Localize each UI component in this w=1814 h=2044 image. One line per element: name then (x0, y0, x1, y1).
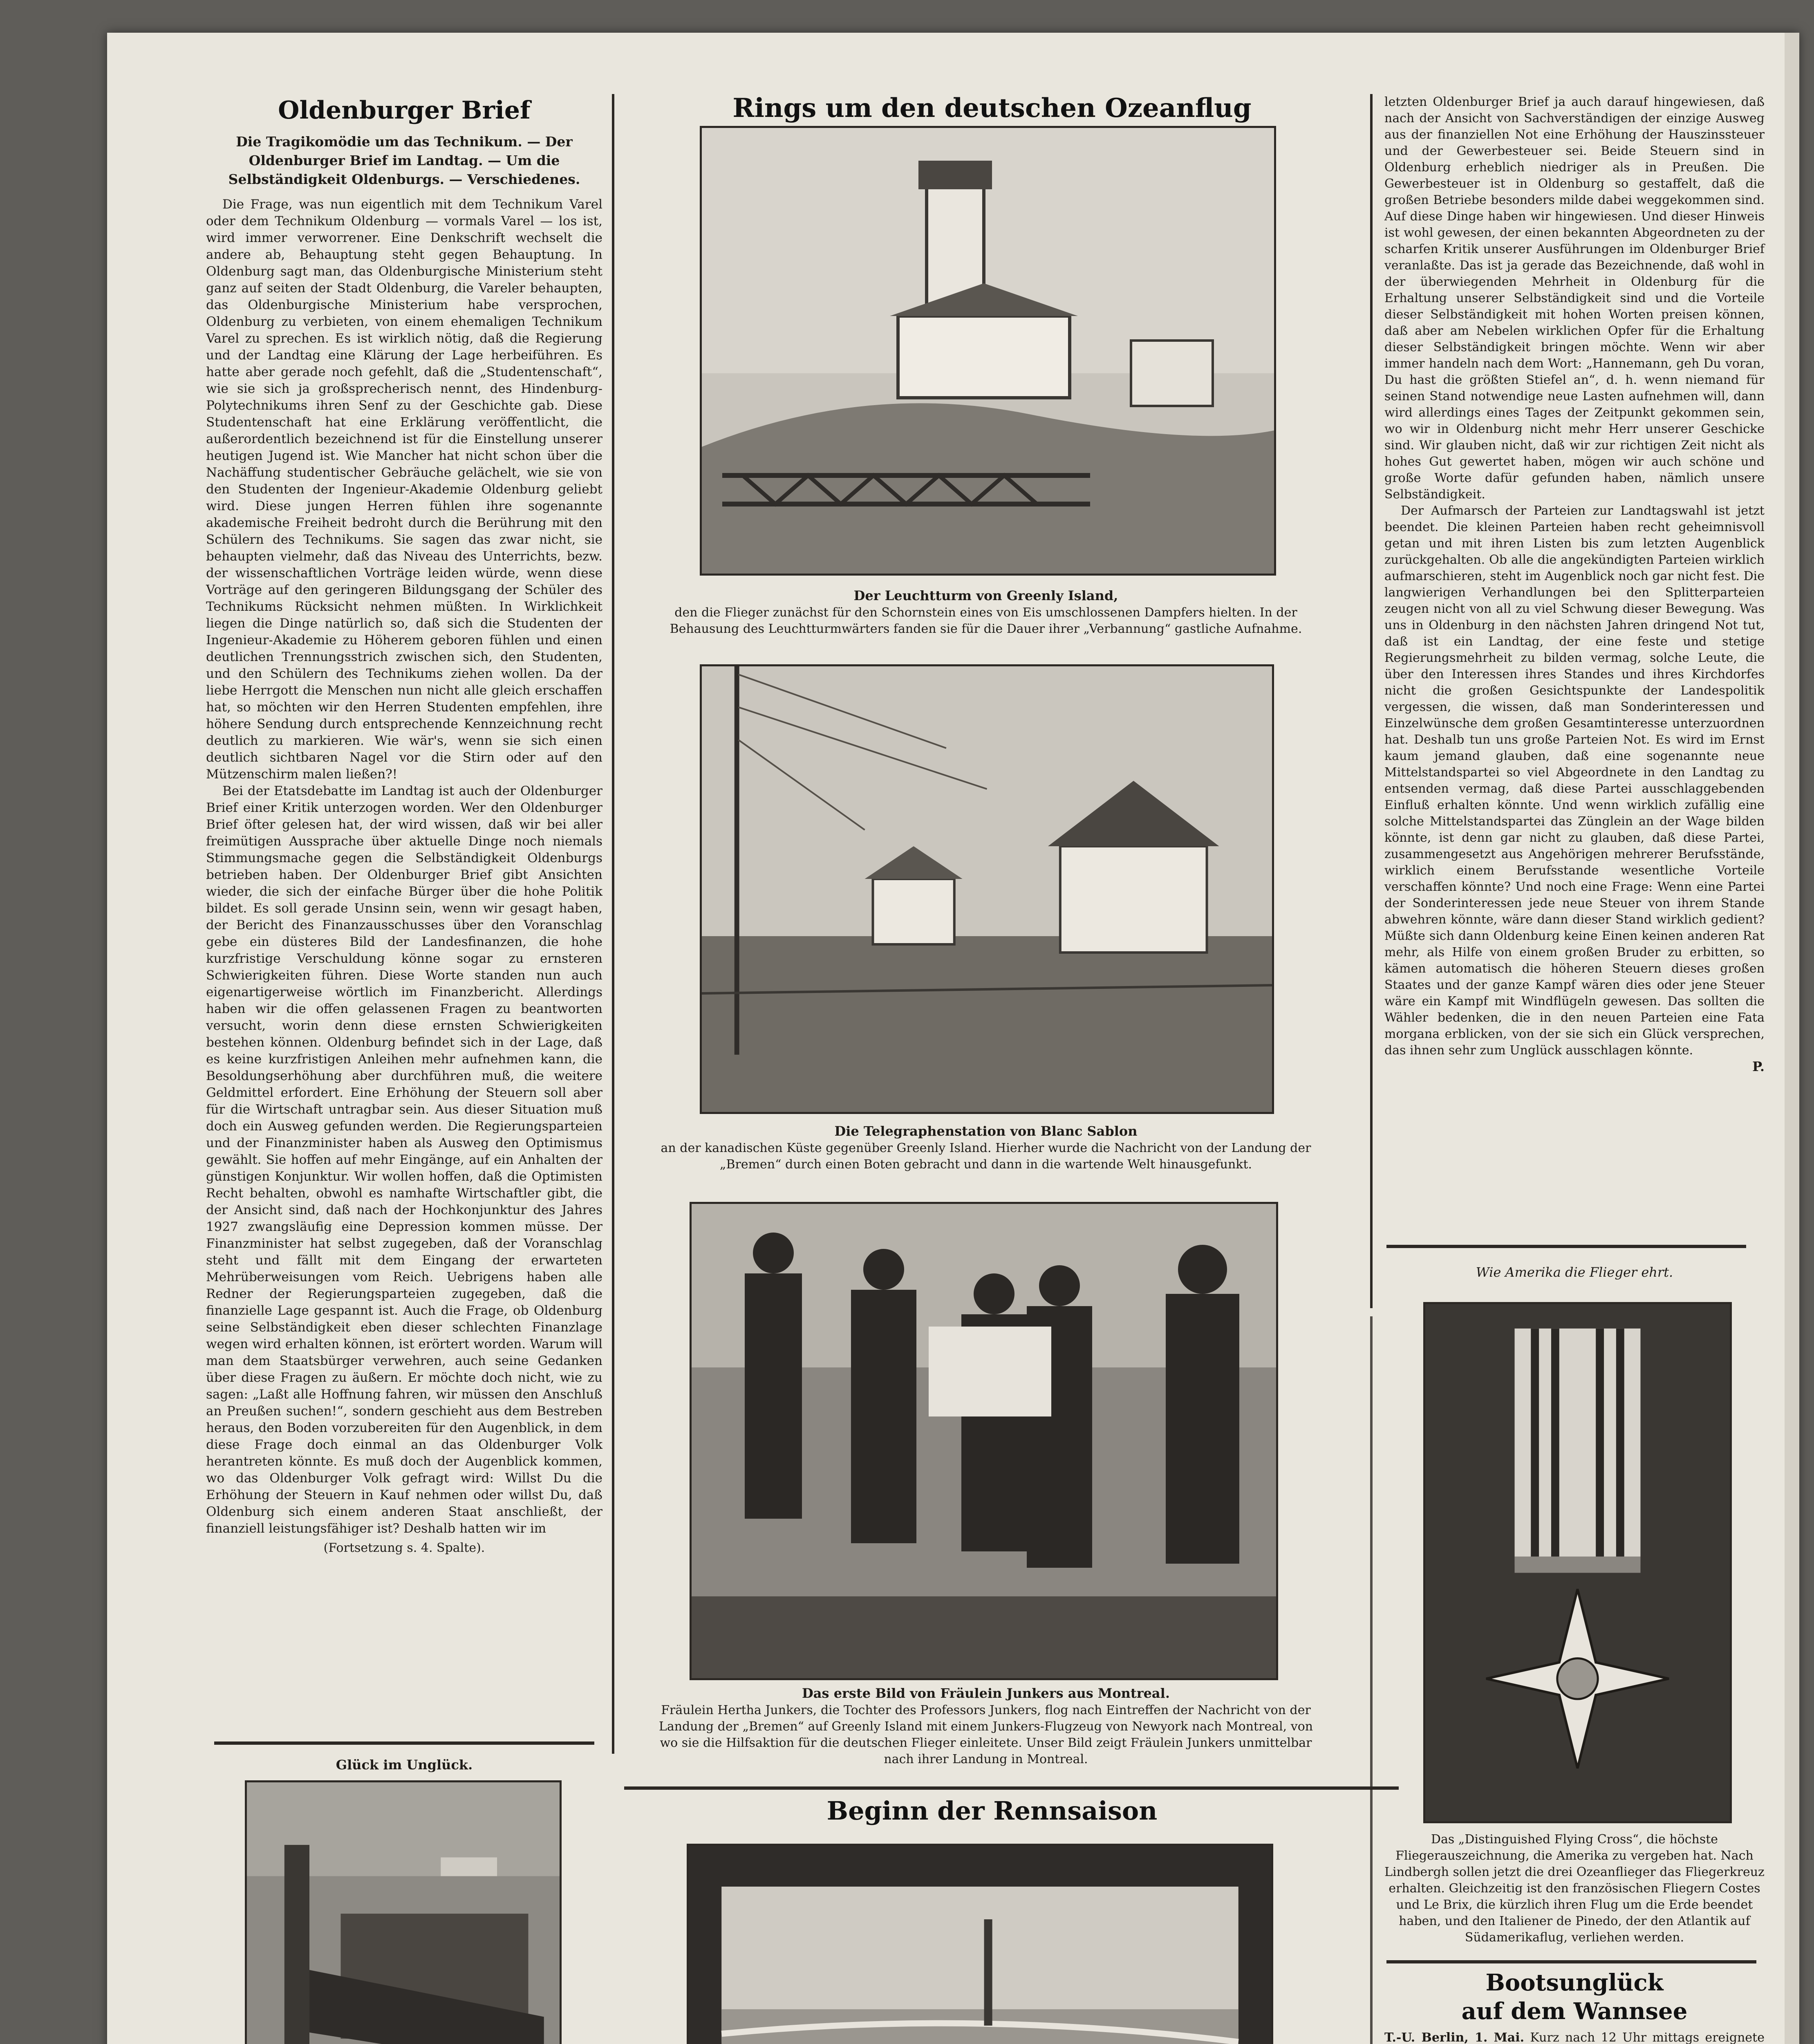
racecourse-photo (687, 1844, 1273, 2044)
locomotive-image (247, 1782, 560, 2044)
column-rule-right (1370, 94, 1373, 1308)
junkers-caption-block (655, 1684, 1317, 1768)
lighthouse-image (702, 128, 1274, 574)
flying-cross-photo (1423, 1302, 1732, 1823)
right-column (1384, 94, 1769, 1074)
left-photo-block (214, 1756, 594, 1774)
right-section-divider (1386, 1960, 1756, 1963)
lighthouse-photo-caption: den die Flieger zunächst für den Schornstein eines von Eis umschlossenen Dampfers hielten. In der Behausung des Leuchtturmwärters fanden sie für die Dauer ihrer „Verbannung“ gastliche Aufnahme. (670, 605, 1302, 636)
bootsunglueck-title-line1: Bootsunglück (1485, 1969, 1664, 1996)
junkers-photo-caption: Fräulein Hertha Junkers, die Tochter des Professors Junkers, flog nach Eintreffen der Nachricht von der Landung der „Bremen“ auf Greenly Island mit einem Junkers-Flugzeug von Newyork nach Montreal, von wo sie die Hilfsaktion für die deutschen Flieger einleitete. Unser Bild zeigt Fräulein Junkers unmittelbar nach ihrer Landung in Montreal. (658, 1703, 1313, 1766)
newspaper-page (107, 33, 1799, 2044)
column-rule-right-lower (1370, 1316, 1373, 2044)
left-column-divider (214, 1741, 594, 1745)
bootsunglueck-article (1384, 1968, 1765, 2044)
article-signature: P. (1752, 1059, 1765, 1074)
junkers-photo-title: Das erste Bild von Fräulein Junkers aus Montreal. (802, 1685, 1170, 1701)
telegraph-caption-block (655, 1122, 1317, 1173)
oldenburger-brief-subheadline: Die Tragikomödie um das Technikum. — Der Oldenburger Brief im Landtag. — Um die Selbständigkeit Oldenburgs. — Verschiedenes. (228, 134, 580, 187)
bootsunglueck-text (1384, 2030, 1765, 2044)
accident-photo-title: Glück im Unglück. (336, 1757, 473, 1773)
bootsunglueck-title-line2: auf dem Wannsee (1461, 1998, 1688, 2025)
continuation-paragraph: letzten Oldenburger Brief ja auch darauf hingewiesen, daß nach der Ansicht von Sachverständigen der einzige Ausweg aus der finanziellen Not eine Erhöhung der Hauszinssteuer und der Gewerbesteuer sei. Beide Steuern sind in Oldenburg erheblich niedriger als in Preußen. Die Gewerbesteuer ist in Oldenburg so gestaffelt, daß die großen Betriebe besonders milde dabei weggekommen sind. Auf diese Dinge haben wir hingewiesen. Und dieser Hinweis ist wohl gewesen, der einen bekannten Abgeordneten zu der scharfen Kritik unserer Ausführungen im Oldenburger Brief veranlaßte. Das ist ja gerade das Bezeichnende, daß wohl in der überwiegenden Mehrheit in Oldenburg für die Erhaltung unserer Selbständigkeit sind und die Vorteile dieser Selbständigkeit mit hohen Worten preisen können, daß aber am Nebelen wirklichen Opfer für die Erhaltung dieser Selbständigkeit bringen möchte. Wenn wir aber immer handeln nach dem Wort: „Hannemann, geh Du voran, Du hast die größten Stiefel an“, d. h. wenn niemand für seinen Stand notwendige neue Lasten aufnehmen will, dann wird allerdings eines Tages der Zeitpunkt gekommen sein, wo wir in Oldenburg nicht mehr Herr unserer Geschicke sind. Wir glauben nicht, daß wir zur richtigen Zeit nicht als hohes Gut gewertet haben, mögen wir auch schöne und große Worte dafür gefunden haben, nämlich unsere Selbständigkeit. (1384, 95, 1769, 502)
bootsunglueck-body: Kurz nach 12 Uhr mittags ereignete (1530, 2031, 1765, 2044)
flying-cross-photo-title: Wie Amerika die Flieger ehrt. (1476, 1264, 1673, 1280)
center-section-divider (624, 1786, 1399, 1790)
flying-cross-photo-caption: Das „Distinguished Flying Cross“, die höchste Fliegerauszeichnung, die Amerika zu vergeben hat. Nach Lindbergh sollen jetzt die drei Ozeanflieger das Fliegerkreuz erhalten. Gleichzeitig ist den französischen Fliegern Costes und Le Brix, die kürzlich ihren Flug um die Erde beendet haben, und den Italiener de Pinedo, der den Atlantik auf Südamerikaflug, verliehen werden. (1384, 1832, 1769, 1945)
continuation-note: (Fortsetzung s. 4. Spalte). (323, 1541, 485, 1555)
right-column-divider (1386, 1245, 1746, 1248)
column-rule-left (612, 94, 614, 1754)
center-header (622, 90, 1362, 127)
left-column (206, 94, 607, 1556)
racecourse-image (689, 1846, 1271, 2044)
flying-cross-caption-block (1384, 1831, 1769, 1946)
article-paragraph: Der Aufmarsch der Parteien zur Landtagswahl ist jetzt beendet. Die kleinen Parteien haben recht geheimnisvoll getan und mit ihren Listen bis zum letzten Augenblick zurückgehalten. Ob alle die angekündigten Parteien wirklich aufmarschieren, steht im Augenblick noch gar nicht fest. Die langwierigen Verhandlungen bei den Splitterparteien zeugen nicht von all zu viel Schwung dieser Bewegung. Was uns in Oldenburg in den nächsten Jahren dringend Not tut, daß ist ein Landtag, der eine feste und stetige Regierungsmehrheit zu bilden vermag, solche Leute, die über den Interessen ihres Standes und ihres Kirchdorfes nicht die großen Gesichtspunkte der Landespolitik vergessen, die wissen, daß man Sonderinteressen und Einzelwünsche dem großen Gesamtinteresse unterzuordnen hat. Deshalb tun uns große Parteien Not. Es wird im Ernst kaum jemand glauben, daß eine sogenannte neue Mittelstandspartei so viel Abgeordnete in den Landtag zu entsenden vermag, daß diese Partei ausschlaggebenden Einfluß erhalten könnte. Und wenn wirklich zufällig eine solche Mittelstandspartei das Zünglein an der Wage bilden könnte, ist denn gar nicht zu glauben, daß diese Partei, zusammengesetzt aus Angehörigen mehrerer Berufsstände, wirklich einem Berufsstande wesentliche Vorteile verschaffen könnte? Und noch eine Frage: Wenn eine Partei der Sonderinteressen jede neue Steuer von ihrem Stande abwehren könnte, wäre dann dieser Stand wirklich gedient? Müßte sich dann Oldenburg keine Einen keinen anderen Rat mehr, als Hilfe von einem großen Bruder zu erbitten, so kämen automatisch die höheren Steuern dieses großen Staates und der ganze Kampf wären dies oder jene Steuer wäre ein Kampf mit Windflügeln gewesen. Das sollten die Wähler bedenken, die in den neuen Parteien eine Fata morgana erblicken, von der sie sich ein Glück versprechen, das ihnen sehr zum Unglück ausschlagen könnte. (1384, 504, 1769, 1058)
article-paragraph: Die Frage, was nun eigentlich mit dem Technikum Varel oder dem Technikum Oldenburg — vormals Varel — los ist, wird immer verworrener. Eine Denkschrift wechselt die andere ab, Behauptung steht gegen Behauptung. In Oldenburg sagt man, das Oldenburgische Ministerium steht ganz auf seiten der Stadt Oldenburg, die Vareler behaupten, das Oldenburgische Ministerium habe versprochen, Oldenburg zu verbieten, von einem ehemaligen Technikum Varel zu sprechen. Es ist wirklich nötig, daß die Regierung und der Landtag eine Klärung der Lage herbeiführen. Es hatte aber gerade noch gefehlt, daß die „Studentenschaft“, wie sie sich ja großsprecherisch nennt, des Hindenburg-Polytechnikums ihren Senf zu der Geschichte gab. Diese Studentenschaft hat eine Erklärung veröffentlicht, die außerordentlich bezeichnend ist für die Einstellung unserer heutigen Jugend ist. Wie Mancher hat nicht schon über die Nachäffung studentischer Gebräuche gelächelt, wie sie von den Studenten der Ingenieur-Akademie Oldenburg geliebt wird. Diese jungen Herren fühlen ihre sogenannte akademische Freiheit bedroht durch die Berührung mit den Schülern des Technikums. Sie sagen das zwar nicht, sie behaupten vielmehr, daß das Niveau des Unterrichts, bezw. der wissenschaftlichen Vorträge leiden würde, wenn diese Vorträge auf den geringeren Bildungsgang der Schüler des Technikums Rücksicht nehmen müßten. In Wirklichkeit liegen die Dinge natürlich so, daß sich die Studenten der Ingenieur-Akademie zu Höherem geboren fühlen und einen deutlichen Trennungsstrich zwischen sich, den Studenten, und den Schülern des Technikums ziehen wollen. Da der liebe Herrgott die Menschen nun nicht alle gleich erschaffen hat, so möchten wir den Herren Studenten empfehlen, ihre höhere Sendung durch entsprechende Kennzeichnung recht deutlich zu markieren. Wie wär's, wenn sie sich einen deutlich sichtbaren Nagel vor die Stirn oder auf den Mützenschirm malen ließen?! (206, 197, 607, 782)
telegraph-photo-title: Die Telegraphenstation von Blanc Sablon (834, 1123, 1138, 1139)
junkers-photo (690, 1202, 1278, 1680)
rennsaison-title: Beginn der Rennsaison (826, 1796, 1158, 1826)
right-photo-header (1384, 1263, 1765, 1281)
lighthouse-caption-block (655, 587, 1317, 637)
oldenburger-brief-title: Oldenburger Brief (278, 96, 531, 125)
article-paragraph: Bei der Etatsdebatte im Landtag ist auch der Oldenburger Brief einer Kritik unterzogen worden. Wer den Oldenburger Brief öfter gelesen hat, der wird wissen, daß wir bei aller freimütigen Aussprache über aktuelle Dinge noch niemals Stimmungsmache gegen die Selbständigkeit Oldenburgs betrieben haben. Der Oldenburger Brief gibt Ansichten wieder, die sich der einfache Bürger über die hohe Politik bildet. Es soll gerade Unsinn sein, wenn wir gesagt haben, der Bericht des Finanzausschusses über den Voranschlag gebe ein düsteres Bild der Landesfinanzen, die hohe kurzfristige Verschuldung könne sogar zu ernsteren Schwierigkeiten führen. Diese Worte standen nun auch eigenartigerweise wörtlich im Finanzbericht. Allerdings haben wir die offen gelassenen Fragen zu beantworten versucht, worin denn diese ernsten Schwierigkeiten bestehen können. Oldenburg befindet sich in der Lage, daß es keine kurzfristigen Anleihen mehr aufnehmen kann, die Besoldungserhöhung aber durchführen muß, die weitere Geldmittel erfordert. Eine Erhöhung der Steuern soll aber für die Wirtschaft untragbar sein. Aus dieser Situation muß doch ein Ausweg gefunden werden. Die Regierungsparteien und der Finanzminister haben als Ausweg den Optimismus gewählt. Sie hoffen auf mehr Eingänge, auf ein Anhalten der günstigen Konjunktur. Wir wollen hoffen, daß die Optimisten Recht behalten, obwohl es namhafte Wirtschaftler gibt, die der Ansicht sind, daß nach der Hochkonjunktur des Jahres 1927 zwangsläufig eine Depression kommen müsse. Der Finanzminister hat selbst zugegeben, daß der Voranschlag steht und fällt mit dem Eingang der erwarteten Mehrüberweisungen vom Reich. Uebrigens haben alle Redner der Regierungsparteien zugegeben, daß die finanzielle Lage gespannt ist. Auch die Frage, ob Oldenburg seine Selbständigkeit eben dieser schlechten Finanzlage wegen wird erhalten können, ist erörtert worden. Warum will man dem Staatsbürger verwehren, auch seine Gedanken über diese Fragen zu äußern. Er möchte doch nicht, wie zu sagen: „Laßt alle Hoffnung fahren, wir müssen den Anschluß an Preußen suchen!“, sondern geschieht aus dem Bestreben heraus, den Boden vorzubereiten für den Augenblick, in dem diese Frage doch einmal an das Oldenburger Volk herantreten könnte. Es muß doch der Augenblick kommen, wo das Oldenburger Volk gefragt wird: Willst Du die Erhöhung der Steuern in Kauf nehmen oder willst Du, daß Oldenburg sich einem anderen Staat anschließt, der finanziell leistungsfähiger ist? Deshalb hatten wir im (206, 784, 607, 1536)
page-edge (1785, 33, 1799, 2044)
telegraph-image (702, 666, 1272, 1112)
rennsaison-header (622, 1795, 1362, 1827)
junkers-image (692, 1204, 1276, 1678)
ozeanflug-title: Rings um den deutschen Ozeanflug (732, 93, 1252, 123)
lighthouse-photo-title: Der Leuchtturm von Greenly Island, (853, 588, 1118, 603)
bootsunglueck-dateline: T.-U. Berlin, 1. Mai. (1384, 2031, 1525, 2044)
telegraph-station-photo (700, 664, 1274, 1114)
telegraph-photo-caption: an der kanadischen Küste gegenüber Greenly Island. Hierher wurde die Nachricht von der Landung der „Bremen“ durch einen Boten gebracht und dann in die wartende Welt hinausgefunkt. (661, 1141, 1311, 1172)
lighthouse-photo (700, 126, 1276, 576)
locomotive-accident-photo (245, 1780, 562, 2044)
flying-cross-image (1425, 1304, 1730, 1821)
